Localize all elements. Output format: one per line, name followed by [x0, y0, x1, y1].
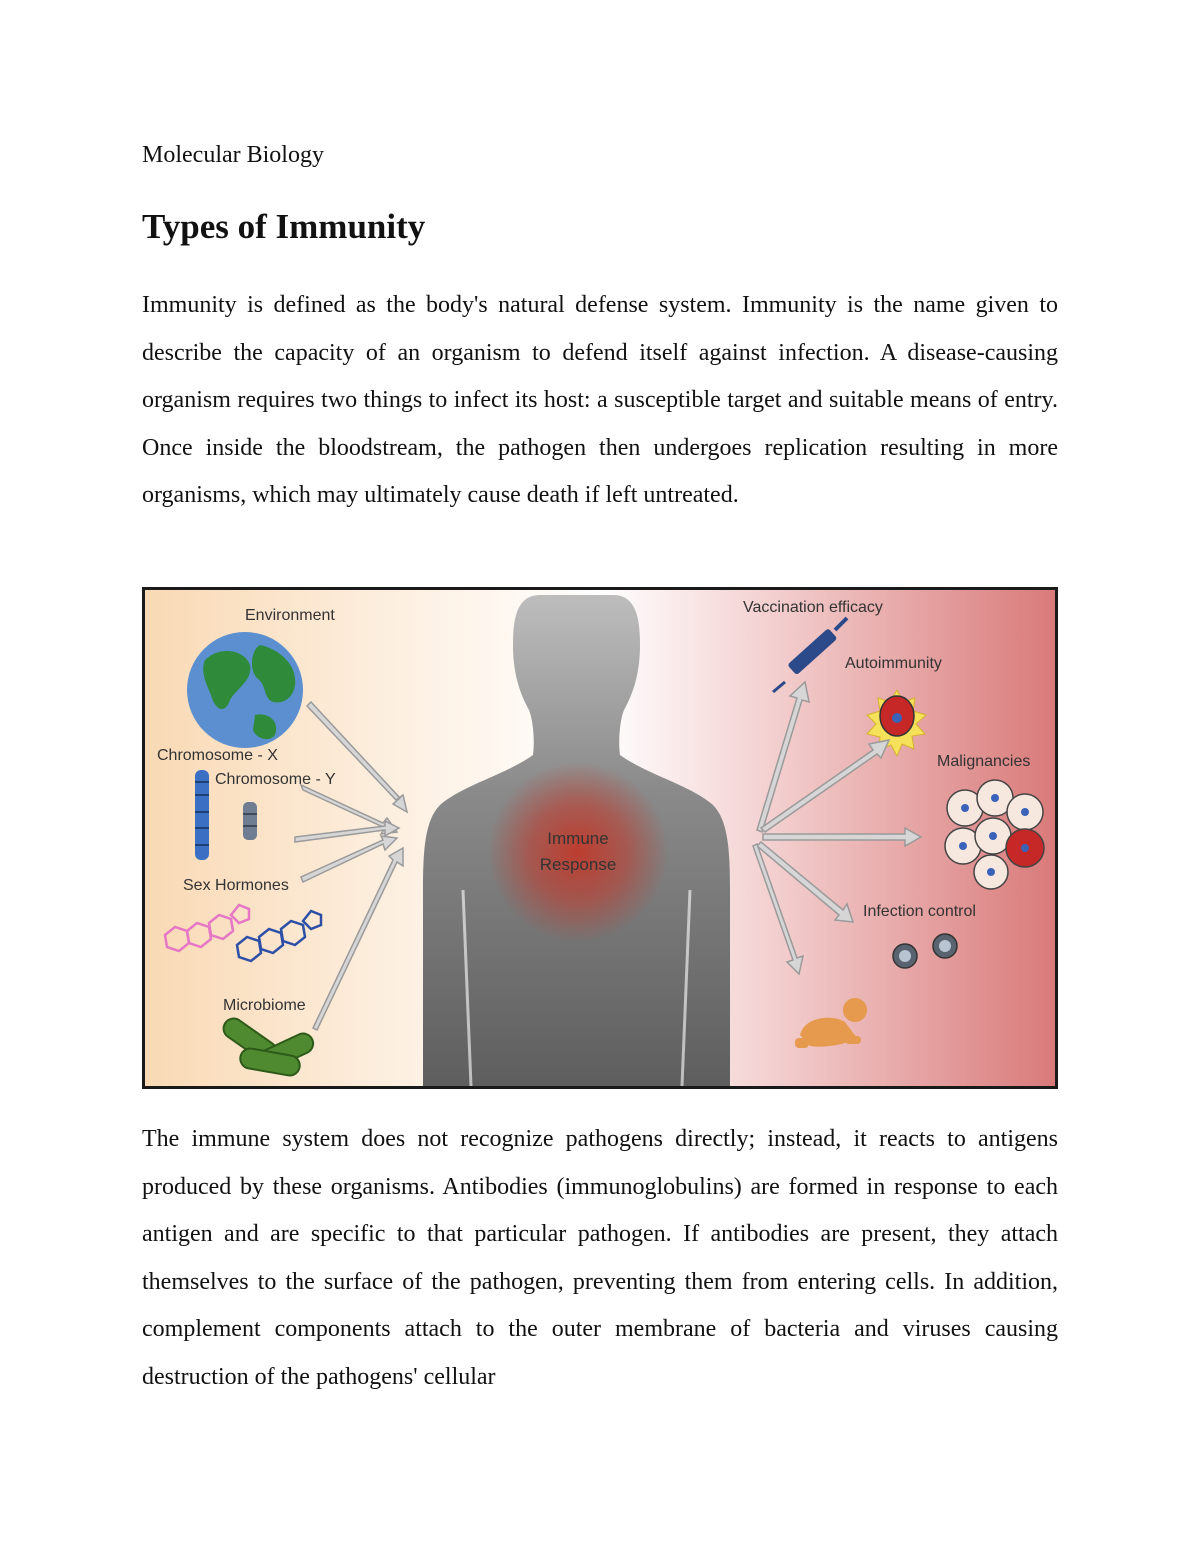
paragraph-intro: Immunity is defined as the body's natural defense system. Immunity is the name given to describe the capacity of an organism to defend itself against infection. A disease-causing organism requires two things to infect its host: a susceptible target and suitable means of entry. Once inside the bloodstream, the pathogen then undergoes replication resulting in more organisms, which may ultimately cause death if left untreated.	[142, 292, 1058, 508]
immunity-figure	[142, 587, 1058, 1089]
earth-icon	[187, 632, 303, 748]
subject-heading: Molecular Biology	[142, 142, 324, 168]
malignancies-label: Malignancies	[937, 753, 1031, 770]
microbiome-label: Microbiome	[223, 997, 306, 1014]
immune-label-line1: Immune	[547, 829, 609, 848]
chromosome-y-icon	[243, 802, 257, 840]
vaccination-label: Vaccination efficacy	[743, 599, 883, 616]
sex-hormones-label: Sex Hormones	[183, 877, 289, 894]
immune-label-line2: Response	[539, 855, 617, 874]
chromosome-x-label: Chromosome - X	[157, 747, 278, 764]
infection-control-label: Infection control	[863, 903, 976, 920]
chromosome-y-label: Chromosome - Y	[215, 771, 336, 788]
page-title: Types of Immunity	[142, 207, 426, 246]
environment-label: Environment	[245, 607, 335, 624]
autoimmunity-label: Autoimmunity	[845, 655, 942, 672]
chromosome-x-icon	[195, 770, 209, 860]
paragraph-immune-system: The immune system does not recognize pathogens directly; instead, it reacts to antigens produced by these organisms. Antibodies (immunoglobulins) are formed in response to each antigen and are specific to that particular pathogen. If antibodies are present, they attach themselves to the surface of the pathogen, preventing them from entering cells. In addition, complement components attach to the outer membrane of bacteria and viruses causing destruction of the pathogens' cellular	[142, 1126, 1058, 1390]
